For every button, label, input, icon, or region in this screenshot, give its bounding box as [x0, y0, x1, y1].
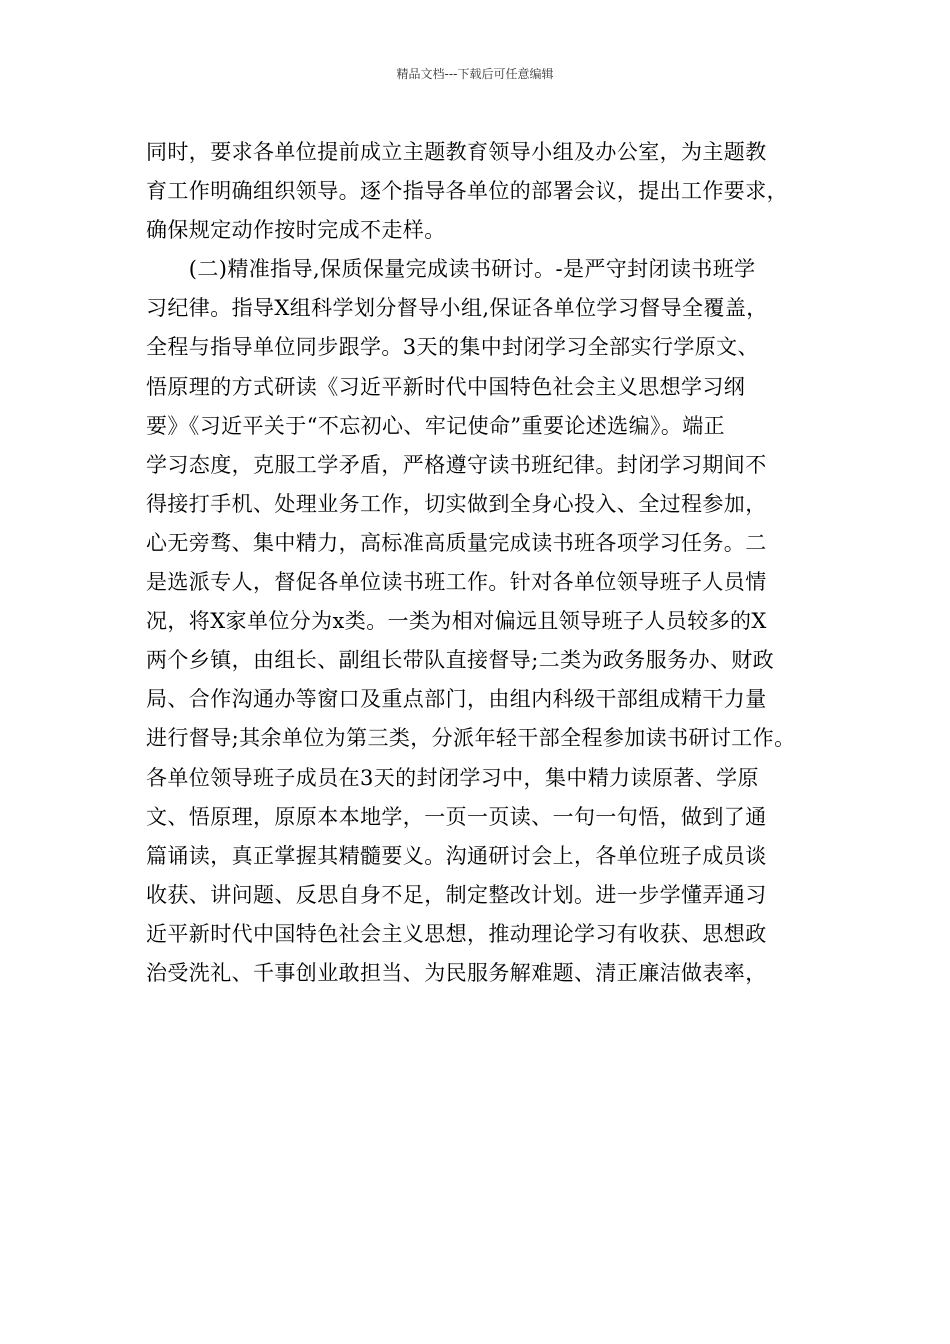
- text-line: 育工作明确组织领导。逐个指导各单位的部署会议，提出工作要求，: [146, 179, 788, 204]
- text-line: 各单位领导班子成员在3天的封闭学习中，集中精力读原著、学原: [146, 765, 759, 790]
- text-line: (二)精准指导,保质保量完成读书研讨。-是严守封闭读书班学: [146, 257, 756, 282]
- text-line: 习纪律。指导X组科学划分督导小组,保证各单位学习督导全覆盖，: [146, 296, 768, 321]
- text-line: 是选派专人，督促各单位读书班工作。针对各单位领导班子人员情: [146, 570, 767, 595]
- text-line: 悟原理的方式研读《习近平新时代中国特色社会主义思想学习纲: [146, 374, 746, 399]
- text-line: 确保规定动作按时完成不走样。: [146, 218, 446, 243]
- text-line: 进行督导;其余单位为第三类，分派年轻干部全程参加读书研讨工作。: [146, 726, 796, 751]
- text-line: 文、悟原理，原原本本地学，一页一页读、一句一句悟，做到了通: [146, 804, 767, 829]
- text-line: 治受洗礼、千事创业敢担当、为民服务解难题、清正廉洁做表率，: [146, 960, 767, 985]
- text-line: 得接打手机、处理业务工作，切实做到全身心投入、全过程参加，: [146, 491, 767, 516]
- page-header: 精品文档---下载后可任意编辑: [396, 67, 554, 81]
- text-line: 篇诵读，真正掌握其精髓要义。沟通研讨会上，各单位班子成员谈: [146, 843, 767, 868]
- text-line: 学习态度，克服工学矛盾，严格遵守读书班纪律。封闭学习期间不: [146, 452, 767, 477]
- text-line: 全程与指导单位同步跟学。3天的集中封闭学习全部实行学原文、: [146, 335, 759, 360]
- document-body: [146, 133, 826, 993]
- text-line: 况，将X家单位分为x类。一类为相对偏远且领导班子人员较多的X: [146, 609, 767, 634]
- text-line: 心无旁骛、集中精力，高标准高质量完成读书班各项学习任务。二: [146, 530, 767, 555]
- text-line: 近平新时代中国特色社会主义思想，推动理论学习有收获、思想政: [146, 921, 767, 946]
- text-line: 两个乡镇，由组长、副组长带队直接督导;二类为政务服务办、财政: [146, 648, 775, 673]
- text-line: 收获、讲问题、反思自身不足，制定整改计划。进一步学懂弄通习: [146, 882, 767, 907]
- text-line: 局、合作沟通办等窗口及重点部门，由组内科级干部组成精干力量: [146, 687, 767, 712]
- text-line: 同时，要求各单位提前成立主题教育领导小组及办公室，为主题教: [146, 140, 767, 164]
- text-line: 要》《习近平关于“不忘初心、牢记使命”重要论述选编》。端正: [146, 413, 726, 438]
